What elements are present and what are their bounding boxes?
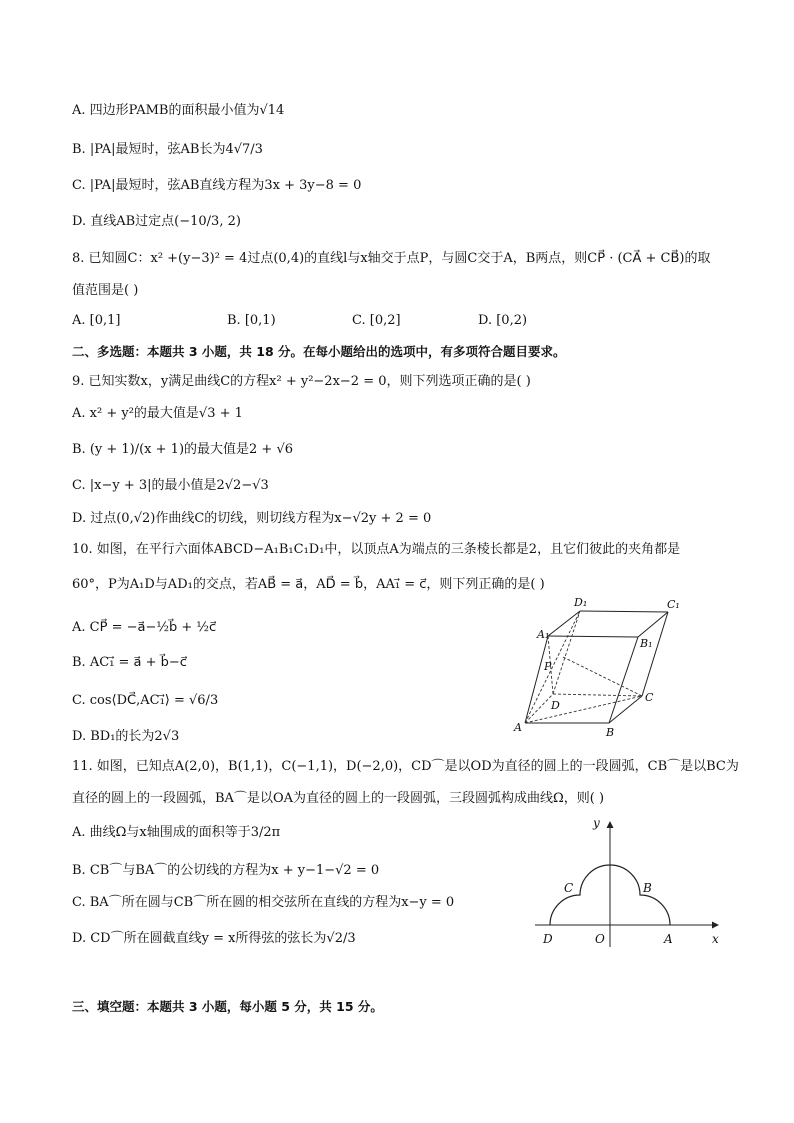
q10-option-a: A. CP⃗ = −a⃗−½b⃗ + ½c⃗ <box>72 620 217 635</box>
q10-stem-line2: 60°，P为A₁D与AD₁的交点，若AB⃗ = a⃗，AD⃗ = b⃗，AA₁⃗ = c⃗，则下列正确的是( ) <box>72 577 545 592</box>
q10-option-d: D. BD₁的长为2√3 <box>72 729 180 744</box>
q8-option-d: D. [0,2) <box>478 313 528 328</box>
curve-omega-figure <box>535 812 730 952</box>
label-b1: B₁ <box>640 637 653 650</box>
label-p: P <box>544 660 552 673</box>
q8-option-b: B. [0,1) <box>227 313 276 328</box>
section-2-title: 二、多选题：本题共 3 小题，共 18 分。在每小题给出的选项中，有多项符合题目要求。 <box>72 344 566 359</box>
label-b: B <box>606 726 615 739</box>
q9-option-c: C. |x−y + 3|的最小值是2√2−√3 <box>72 478 269 493</box>
q9-stem: 9. 已知实数x，y满足曲线C的方程x² + y²−2x−2 = 0，则下列选项正确的是( ) <box>72 374 531 389</box>
q10-stem-line1: 10. 如图，在平行六面体ABCD−A₁B₁C₁D₁中，以顶点A为端点的三条棱长都是2，且它们彼此的夹角都是 <box>72 542 681 557</box>
label-o: O <box>595 932 605 946</box>
q9-option-b: B. (y + 1)/(x + 1)的最大值是2 + √6 <box>72 442 294 457</box>
q8-stem-line2: 值范围是( ) <box>72 283 139 298</box>
q8-option-a: A. [0,1] <box>72 313 121 328</box>
q11-option-d: D. CD⌒所在圆截直线y = x所得弦的弦长为√2/3 <box>72 931 356 946</box>
q11-stem-line2: 直径的圆上的一段圆弧，BA⌒是以OA为直径的圆上的一段圆弧，三段圆弧构成曲线Ω，则( ) <box>72 791 605 806</box>
q8-option-c: C. [0,2] <box>352 313 401 328</box>
q10-option-b: B. AC₁⃗ = a⃗ + b⃗−c⃗ <box>72 655 187 670</box>
label-a1: A₁ <box>537 628 550 641</box>
q8-stem-line1: 8. 已知圆C：x² +(y−3)² = 4过点(0,4)的直线l与x轴交于点P，与圆C交于A，B两点，则CP⃗ · (CA⃗ + CB⃗)的取 <box>72 251 711 266</box>
q9-option-d: D. 过点(0,√2)作曲线C的切线，则切线方程为x−√2y + 2 = 0 <box>72 511 432 526</box>
section-3-title: 三、填空题：本题共 3 小题，每小题 5 分，共 15 分。 <box>72 999 383 1014</box>
label-b: B <box>643 881 652 895</box>
q7-option-b: B. |PA|最短时，弦AB长为4√7/3 <box>72 142 263 157</box>
q11-stem-line1: 11. 如图，已知点A(2,0)，B(1,1)，C(−1,1)，D(−2,0)，CD⌒是以OD为直径的圆上的一段圆弧，CB⌒是以BC为 <box>72 759 739 774</box>
label-a: A <box>664 932 673 946</box>
parallelepiped-figure <box>505 595 680 740</box>
label-d: D <box>551 699 560 712</box>
label-d: D <box>543 932 553 946</box>
q8-options <box>72 312 527 330</box>
label-y-axis: y <box>593 816 600 830</box>
label-c1: C₁ <box>667 598 680 611</box>
q10-option-c: C. cos⟨DC⃗,AC₁⃗⟩ = √6/3 <box>72 693 219 708</box>
label-c: C <box>564 881 574 895</box>
label-a: A <box>514 721 522 734</box>
label-d1: D₁ <box>574 596 588 609</box>
q7-option-d: D. 直线AB过定点(−10/3, 2) <box>72 214 241 229</box>
q9-option-a: A. x² + y²的最大值是√3 + 1 <box>72 406 243 421</box>
label-c: C <box>645 691 654 704</box>
label-x-axis: x <box>712 932 719 946</box>
q7-option-a: A. 四边形PAMB的面积最小值为√14 <box>72 103 285 118</box>
q7-option-c: C. |PA|最短时，弦AB直线方程为3x + 3y−8 = 0 <box>72 178 362 193</box>
q11-option-c: C. BA⌒所在圆与CB⌒所在圆的相交弦所在直线的方程为x−y = 0 <box>72 895 455 910</box>
q11-option-a: A. 曲线Ω与x轴围成的面积等于3/2π <box>72 825 281 840</box>
q11-option-b: B. CB⌒与BA⌒的公切线的方程为x + y−1−√2 = 0 <box>72 863 380 878</box>
